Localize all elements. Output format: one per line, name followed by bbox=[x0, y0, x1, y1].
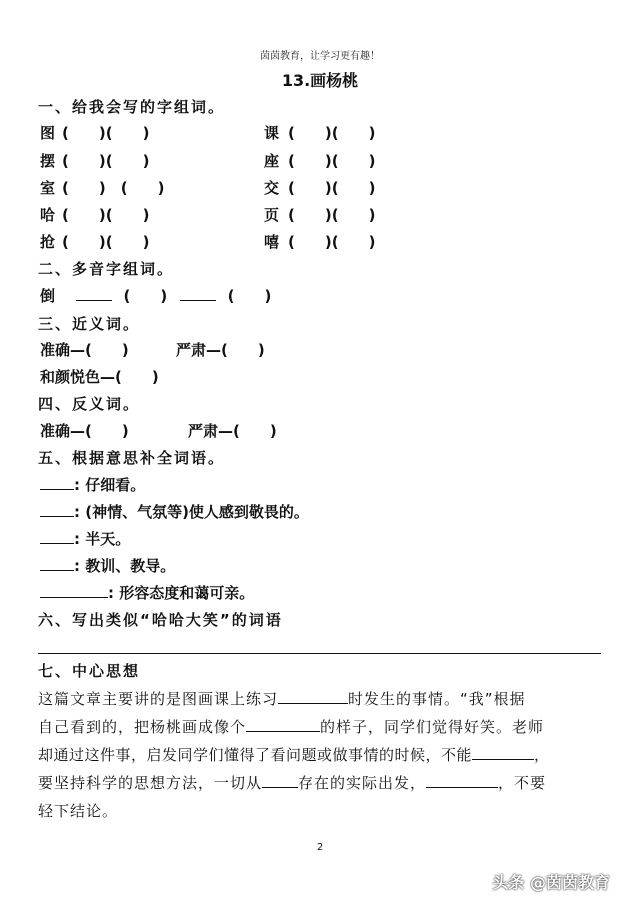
s7-blank[interactable] bbox=[472, 745, 534, 760]
s7-text: 的样子，同学们觉得好笑。老师 bbox=[320, 718, 545, 736]
s5-blank[interactable] bbox=[40, 583, 108, 598]
header-note: 茵茵教育，让学习更有趣！ bbox=[260, 51, 380, 62]
s5-blank[interactable] bbox=[40, 529, 74, 544]
section-7-heading: 七、中心思想 bbox=[38, 662, 141, 680]
s7-text: 时发生的事情。“我”根据 bbox=[348, 690, 526, 708]
s1-right-char: 座 bbox=[264, 152, 280, 170]
section-5-heading: 五、根据意思补全词语。 bbox=[38, 449, 226, 467]
s5-item bbox=[40, 582, 254, 603]
s1-left-char: 哈 bbox=[40, 206, 56, 224]
s1-left-char: 摆 bbox=[40, 152, 56, 170]
watermark: 头条 @茵茵教育 bbox=[492, 873, 610, 892]
s7-line bbox=[38, 772, 546, 793]
s5-item-text: : 教训、教导。 bbox=[74, 557, 176, 575]
s1-left-parens: ( ) ( ) bbox=[62, 179, 165, 197]
s1-right-parens: ( )( ) bbox=[288, 124, 376, 142]
s7-line bbox=[38, 688, 526, 709]
s3-line1b: 严肃—( ) bbox=[176, 341, 265, 359]
page-number: 2 bbox=[316, 842, 324, 853]
s2-paren: ( ) bbox=[227, 287, 272, 305]
s1-left-char: 图 bbox=[40, 124, 56, 142]
s2-blank[interactable] bbox=[76, 286, 112, 301]
s7-line bbox=[38, 744, 550, 765]
s5-item bbox=[40, 501, 309, 522]
s2-row bbox=[40, 285, 271, 306]
s1-right-char: 课 bbox=[264, 124, 280, 142]
s5-item-text: : 形容态度和蔼可亲。 bbox=[108, 584, 255, 602]
s7-blank[interactable] bbox=[246, 717, 320, 732]
s3-line1a: 准确—( ) bbox=[40, 341, 129, 359]
s5-item-text: : 仔细看。 bbox=[74, 476, 146, 494]
s5-item bbox=[40, 474, 145, 495]
s1-right-parens: ( )( ) bbox=[288, 233, 376, 251]
s5-item bbox=[40, 528, 130, 549]
s7-text: 自己看到的，把杨桃画成像个 bbox=[38, 718, 247, 736]
page-title: 13.画杨桃 bbox=[281, 71, 359, 90]
section-1-heading: 一、给我会写的字组词。 bbox=[38, 98, 226, 116]
s5-item-text: : (神情、气氛等)使人感到敬畏的。 bbox=[74, 503, 309, 521]
s5-item bbox=[40, 555, 175, 576]
s5-blank[interactable] bbox=[40, 475, 74, 490]
s7-line bbox=[38, 716, 544, 737]
s5-blank[interactable] bbox=[40, 502, 74, 517]
s4-line-a: 准确—( ) bbox=[40, 422, 129, 440]
s7-text: 却通过这件事，启发同学们懂得了看问题或做事情的时候，不能 bbox=[38, 746, 473, 764]
s7-text: 要坚持科学的思想方法，一切从 bbox=[38, 774, 263, 792]
section-4-heading: 四、反义词。 bbox=[38, 395, 141, 413]
s1-right-char: 页 bbox=[264, 206, 280, 224]
s7-blank[interactable] bbox=[426, 773, 498, 788]
s7-text: 存在的实际出发， bbox=[298, 774, 427, 792]
s7-blank[interactable] bbox=[278, 689, 348, 704]
s7-text: 这篇文章主要讲的是图画课上练习 bbox=[38, 690, 279, 708]
s1-right-parens: ( )( ) bbox=[288, 152, 376, 170]
s1-left-char: 抢 bbox=[40, 233, 56, 251]
s7-blank[interactable] bbox=[262, 773, 298, 788]
s5-blank[interactable] bbox=[40, 556, 74, 571]
s7-text: ， bbox=[534, 746, 550, 764]
s7-text: ，不要 bbox=[498, 774, 547, 792]
s2-paren: ( ) bbox=[123, 287, 168, 305]
s1-right-char: 嘻 bbox=[264, 233, 280, 251]
s3-line2: 和颜悦色—( ) bbox=[40, 368, 159, 386]
s1-left-char: 室 bbox=[40, 179, 56, 197]
s1-left-parens: ( )( ) bbox=[62, 233, 150, 251]
s1-left-parens: ( )( ) bbox=[62, 206, 150, 224]
answer-line[interactable] bbox=[38, 653, 601, 654]
s1-right-char: 交 bbox=[264, 179, 280, 197]
section-3-heading: 三、近义词。 bbox=[38, 315, 141, 333]
s2-char: 倒 bbox=[40, 287, 56, 305]
s1-left-parens: ( )( ) bbox=[62, 152, 150, 170]
s1-right-parens: ( )( ) bbox=[288, 179, 376, 197]
s1-left-parens: ( )( ) bbox=[62, 124, 150, 142]
section-6-heading: 六、写出类似“哈哈大笑”的词语 bbox=[38, 611, 283, 629]
s5-item-text: : 半天。 bbox=[74, 530, 131, 548]
s1-right-parens: ( )( ) bbox=[288, 206, 376, 224]
s7-line: 轻下结论。 bbox=[38, 802, 119, 820]
s2-blank[interactable] bbox=[180, 286, 216, 301]
section-2-heading: 二、多音字组词。 bbox=[38, 260, 175, 278]
s4-line-b: 严肃—( ) bbox=[188, 422, 277, 440]
